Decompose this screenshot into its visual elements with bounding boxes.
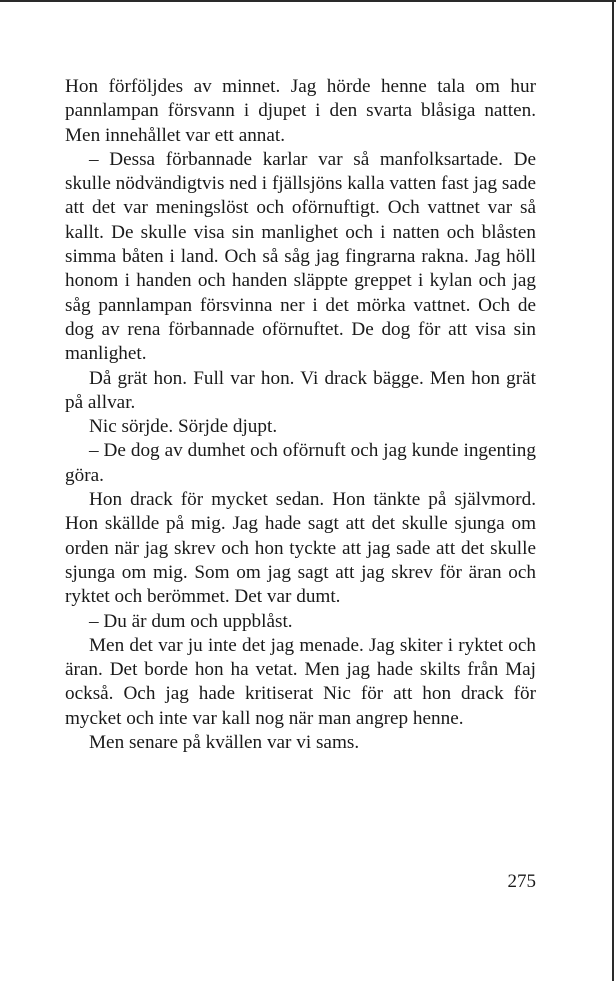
paragraph: – Dessa förbannade karlar var så manfolksartade. De skulle nödvändigtvis ned i fjällsjöns kalla vatten fast jag sade att det var meningslöst och oförnuftigt. Och vattnet var så kallt. De skulle visa sin manlighet och i natten och blåsten simma båten i land. Och så såg jag fingrarna rakna. Jag höll honom i handen och handen släppte greppet i kylan och jag såg pannlampan försvinna ner i det mörka vattnet. Och de dog av rena förbannade oförnuftet. De dog för att visa sin manlighet. — [65, 148, 536, 365]
paragraph: Men det var ju inte det jag menade. Jag skiter i ryktet och äran. Det borde hon ha vetat. Men jag hade skilts från Maj också. Och jag hade kritiserat Nic för att hon drack för mycket och inte var kall nog när man angrep henne. — [65, 634, 536, 729]
paragraph: Nic sörjde. Sörjde djupt. — [89, 416, 278, 438]
right-border-line — [612, 0, 614, 981]
page-number: 275 — [507, 871, 536, 892]
paragraph: Hon drack för mycket sedan. Hon tänkte på självmord. Hon skällde på mig. Jag hade sagt att det skulle sjunga om orden när jag skrev och hon tyckte att jag sade att det skulle sjunga om mig. Som om jag sagt att jag skrev för äran och ryktet och berömmet. Det var dumt. — [65, 489, 536, 608]
paragraph: Då grät hon. Full var hon. Vi drack bägge. Men hon grät på allvar. — [65, 367, 536, 413]
top-border-line — [0, 0, 616, 2]
page-body — [65, 75, 536, 755]
paragraph: Hon förföljdes av minnet. Jag hörde henne tala om hur pannlampan försvann i djupet i den svarta blåsiga natten. Men innehållet var ett annat. — [65, 76, 536, 146]
paragraph: Men senare på kvällen var vi sams. — [89, 732, 360, 754]
paragraph: – Du är dum och uppblåst. — [89, 610, 293, 632]
paragraph: – De dog av dumhet och oförnuft och jag kunde ingenting göra. — [65, 440, 536, 486]
